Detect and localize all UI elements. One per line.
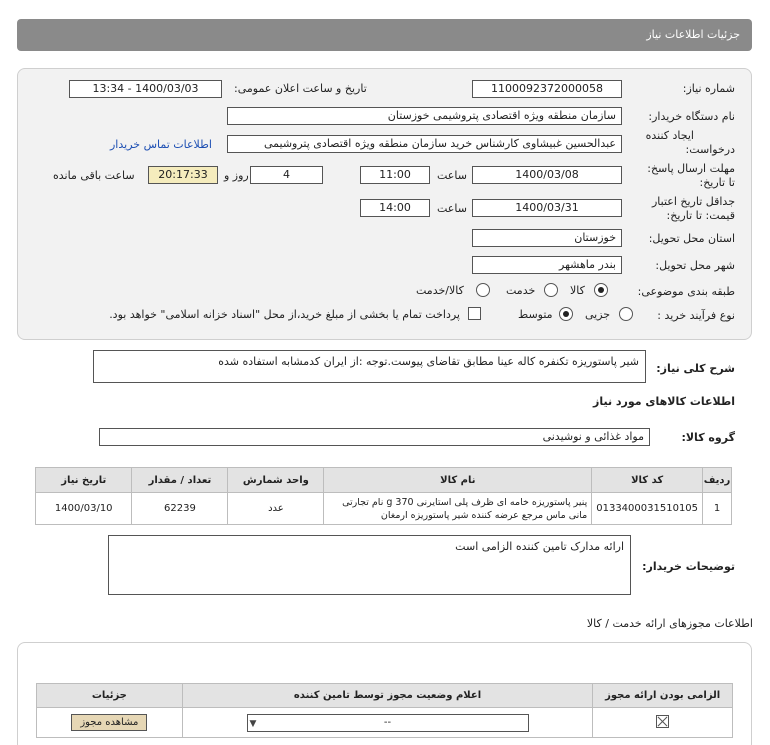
- deadline-time-label: ساعت: [437, 169, 467, 182]
- row-code: 0133400031510105: [592, 493, 703, 525]
- licenses-table: [36, 683, 733, 738]
- province-field: خوزستان: [472, 229, 622, 247]
- need-number-field: 1100092372000058: [472, 80, 622, 98]
- table-row: [36, 493, 732, 525]
- deadline-date-field: 1400/03/08: [472, 166, 622, 184]
- category-radio-goods-service[interactable]: [476, 283, 490, 297]
- col-index: ردیف: [703, 468, 732, 493]
- buyer-org-label: نام دستگاه خریدار:: [648, 110, 735, 123]
- buyer-notes-label: توضیحات خریدار:: [642, 560, 735, 573]
- licenses-table-header: [37, 684, 733, 708]
- licenses-section-title: اطلاعات مجوزهای ارائه خدمت / کالا: [586, 617, 753, 630]
- col-quantity: تعداد / مقدار: [132, 468, 228, 493]
- validity-label-1: جداقل تاریخ اعتبار: [651, 195, 735, 208]
- days-field: 4: [250, 166, 323, 184]
- validity-date-field: 1400/03/31: [472, 199, 622, 217]
- deadline-label-2: تا تاریخ:: [699, 176, 735, 189]
- buyer-contact-link[interactable]: اطلاعات تماس خریدار: [110, 138, 212, 151]
- row-name: پنیر پاستوریزه خامه ای ظرف پلی استایرنی 370 g نام تجارتی مانی ماس مرجع عرضه کننده شیر پاستوریزه ارمغان: [324, 493, 592, 525]
- treasury-payment-checkbox[interactable]: [468, 307, 481, 320]
- col-license-status: اعلام وضعیت مجوز توسط تامین کننده: [182, 684, 593, 708]
- validity-time-field: 14:00: [360, 199, 430, 217]
- province-label: استان محل تحویل:: [648, 232, 735, 245]
- remaining-time-field: 20:17:33: [148, 166, 218, 184]
- license-required-checkbox[interactable]: [656, 715, 669, 728]
- license-required-cell: [593, 708, 733, 738]
- category-label: طبقه بندی موضوعی:: [637, 285, 735, 298]
- row-index: 1: [703, 493, 732, 525]
- table-row: [37, 708, 733, 738]
- requester-field: عبدالحسین غبیشاوی کارشناس خرید سازمان منطقه ویژه اقتصادی پتروشیمی: [227, 135, 622, 153]
- announce-field: 1400/03/03 - 13:34: [69, 80, 222, 98]
- license-status-cell: [182, 708, 593, 738]
- need-number-label: شماره نیاز:: [682, 82, 735, 95]
- announce-label: تاریخ و ساعت اعلان عمومی:: [234, 82, 367, 95]
- city-label: شهر محل تحویل:: [655, 259, 735, 272]
- chevron-down-icon: ▼: [249, 718, 257, 729]
- row-unit: عدد: [228, 493, 324, 525]
- page-header: [17, 19, 752, 51]
- page-title: جزئیات اطلاعات نیاز: [646, 28, 740, 41]
- col-code: کد کالا: [592, 468, 703, 493]
- goods-table: [35, 467, 732, 525]
- license-status-select[interactable]: [247, 714, 529, 732]
- goods-section-title: اطلاعات کالاهای مورد نیاز: [593, 395, 735, 408]
- license-status-value: --: [383, 716, 392, 728]
- category-radio-service[interactable]: [544, 283, 558, 297]
- goods-group-field: مواد غذائی و نوشیدنی: [99, 428, 650, 446]
- col-license-required: الزامی بودن ارائه مجوز: [593, 684, 733, 708]
- process-radio-medium[interactable]: [559, 307, 573, 321]
- category-option-goods: کالا: [570, 284, 585, 297]
- requester-label-1: ایجاد کننده: [645, 129, 694, 142]
- process-radio-minor[interactable]: [619, 307, 633, 321]
- col-unit: واحد شمارش: [228, 468, 324, 493]
- validity-label-2: قیمت: تا تاریخ:: [666, 209, 735, 222]
- col-license-details: جزئیات: [37, 684, 183, 708]
- requester-label-2: درخواست:: [685, 143, 735, 156]
- col-date: تاریخ نیاز: [36, 468, 132, 493]
- category-option-service: خدمت: [506, 284, 536, 297]
- process-option-medium: متوسط: [518, 308, 553, 321]
- row-quantity: 62239: [132, 493, 228, 525]
- buyer-org-field: سازمان منطقه ویژه اقتصادی پتروشیمی خوزستان: [227, 107, 622, 125]
- city-field: بندر ماهشهر: [472, 256, 622, 274]
- days-label: روز و: [224, 169, 249, 182]
- goods-table-header: [36, 468, 732, 493]
- remaining-label: ساعت باقی مانده: [53, 169, 135, 182]
- process-option-minor: جزیی: [585, 308, 611, 321]
- deadline-time-field: 11:00: [360, 166, 430, 184]
- category-option-goods-service: کالا/خدمت: [416, 284, 464, 297]
- row-date: 1400/03/10: [36, 493, 132, 525]
- col-name: نام کالا: [324, 468, 592, 493]
- category-radio-goods[interactable]: [594, 283, 608, 297]
- treasury-payment-note: پرداخت تمام یا بخشی از مبلغ خرید،از محل "اسناد خزانه اسلامی" خواهد بود.: [109, 308, 460, 321]
- validity-time-label: ساعت: [437, 202, 467, 215]
- deadline-label-1: مهلت ارسال پاسخ:: [647, 162, 735, 175]
- buyer-notes-box: ارائه مدارک تامین کننده الزامی است: [108, 535, 631, 595]
- view-license-button[interactable]: مشاهده مجوز: [71, 714, 147, 731]
- description-box: شیر پاستوریزه تکنفره کاله عینا مطابق تقاضای پیوست.توجه :از ایران کدمشابه استفاده شده: [93, 350, 646, 383]
- goods-group-label: گروه کالا:: [681, 431, 735, 444]
- license-details-cell: [37, 708, 183, 738]
- description-label: شرح کلی نیاز:: [656, 362, 735, 375]
- process-label: نوع فرآیند خرید :: [657, 309, 735, 322]
